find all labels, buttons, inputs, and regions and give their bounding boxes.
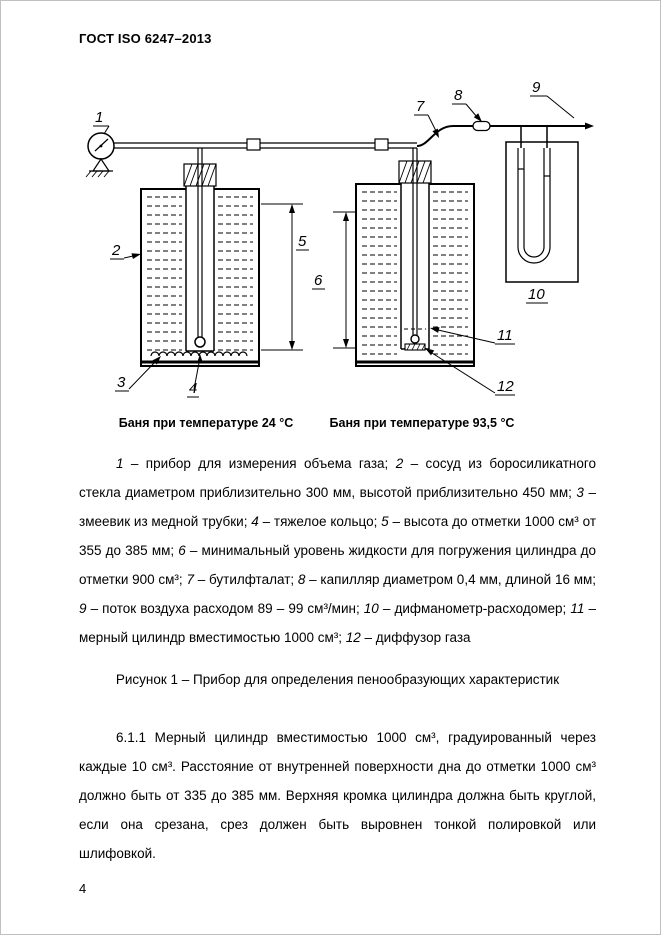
callout-leaders — [93, 96, 574, 397]
bath-caption-left: Баня при температуре 24 °С — [118, 416, 294, 430]
heavy-ring — [195, 337, 205, 347]
capillary — [473, 122, 490, 131]
callout-5: 5 — [298, 233, 307, 250]
tube-coupling — [375, 139, 388, 150]
gas-volume-meter-icon — [86, 133, 114, 177]
page-number: 4 — [79, 881, 87, 896]
callout-10: 10 — [528, 286, 545, 303]
copper-coil — [151, 352, 247, 356]
figure-diagram — [61, 77, 641, 439]
callout-8: 8 — [454, 87, 463, 104]
tube-coupling — [247, 139, 260, 150]
figure-legend: 1 – прибор для измерения объема газа; 2 – сосуд из боросиликатного стекла диаметром приблизительно 300 мм, высотой приблизительно 450 мм; 3 – змеевик из медной трубки; 4 – тяжелое кольцо; 5 – высота до отметки 1000 см³ от 355 до 385 мм; 6 – минимальный уровень жидкости для погружения цилиндра до отметки 900 см³; 7 – бутилфталат; 8 – капилляр диаметром 0,4 мм, длиной 16 мм; 9 – поток воздуха расходом 89 – 99 см³/мин; 10 – дифманометр-расходомер; 11 – мерный цилиндр вместимостью 1000 см³; 12 – диффузор газа — [79, 456, 597, 645]
callout-4: 4 — [189, 380, 198, 397]
callout-2: 2 — [112, 242, 121, 259]
callout-9: 9 — [532, 79, 541, 96]
figure-caption: Рисунок 1 – Прибор для определения пенообразующих характеристик — [115, 672, 560, 687]
callout-11: 11 — [497, 327, 513, 344]
left-measuring-cylinder — [184, 164, 216, 351]
right-measuring-cylinder — [399, 161, 431, 350]
bath-caption-right: Баня при температуре 93,5 °С — [329, 416, 515, 430]
air-flow-arrow — [585, 123, 594, 130]
callout-6: 6 — [314, 272, 323, 289]
callout-12: 12 — [497, 378, 514, 395]
paragraph-6-1-1: 6.1.1 Мерный цилиндр вместимостью 1000 см³, градуированный через каждые 10 см³. Расстояние от внутренней поверхности дна до отметки 1000 см³ должно быть от 335 до 385 мм. Верхняя кромка цилиндра должна быть круглой, если она срезана, срез должен быть выровнен тонкой полировкой или шлифовкой. — [79, 730, 596, 861]
dimension-height-5 — [261, 204, 303, 350]
differential-manometer — [506, 142, 578, 282]
gas-diffuser — [411, 335, 419, 343]
callout-1: 1 — [95, 109, 104, 126]
callout-7: 7 — [416, 98, 425, 115]
document-title: ГОСТ ISO 6247–2013 — [79, 31, 212, 46]
callout-3: 3 — [117, 374, 126, 391]
dimension-level-6 — [333, 212, 357, 348]
